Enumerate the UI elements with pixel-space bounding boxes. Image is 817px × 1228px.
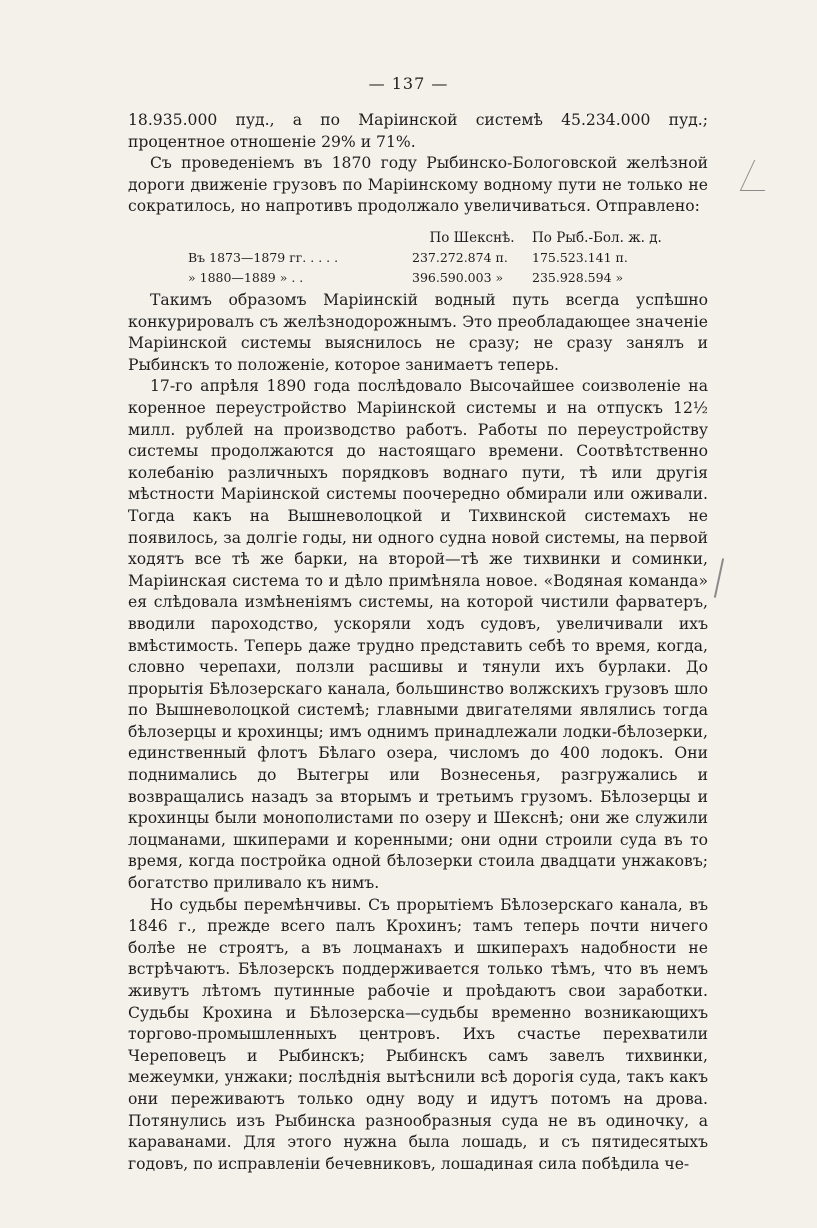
row-railway-value: 235.928.594 » [532, 270, 624, 285]
header-railway: По Рыб.-Бол. ж. д. [532, 230, 662, 246]
row-sheksna-value: 396.590.003 » [412, 270, 504, 285]
pencil-margin-mark [714, 558, 724, 598]
freight-table [188, 228, 662, 288]
paragraph-fortunes: Но судьбы перемѣнчивы. Съ прорытіемъ Бѣлозерскаго канала, въ 1846 г., прежде всего палъ Крохинъ; тамъ теперь почти ничего болѣе не строятъ, а въ лоцманахъ и шкиперахъ надобности не встрѣчаютъ. Бѣлозерскъ поддерживается только тѣмъ, что въ немъ живутъ лѣтомъ путинные рабочіе и проѣдаютъ свои заработки. Судьбы Крохина и Бѣлозерска—судьбы временно возникающихъ торгово-промышленныхъ центровъ. Ихъ счастье перехватили Череповецъ и Рыбинскъ; Рыбинскъ самъ завелъ тихвинки, межеумки, унжаки; послѣднія вытѣснили всѣ дорогія суда, такъ какъ они переживаютъ только одну воду и идутъ потомъ на дрова. Потянулись изъ Рыбинска разнообразныя суда не въ одиночку, а караванами. Для этого нужна была лошадь, и съ пятидесятыхъ годовъ, по исправленіи бечевниковъ, лошадиная сила побѣдила че- [128, 895, 708, 1173]
main-text [128, 290, 708, 1175]
row-period: Въ 1873—1879 гг. . . . . [188, 250, 339, 265]
paragraph-competition: Такимъ образомъ Маріинскій водный путь всегда успѣшно конкурировалъ съ желѣзнодорожнымъ. Это преобладающее значеніе Маріинской системы выяснилось не сразу; не сразу занялъ и Рыбинскъ то положеніе, которое занимаетъ теперь. [128, 291, 708, 374]
table-row [188, 268, 662, 288]
paragraph-railway: Съ проведеніемъ въ 1870 году Рыбинско-Бологовской желѣзной дороги движеніе грузовъ по Маріинскому водному пути не только не сократилось, но напротивъ продолжало увеличиваться. Отправлено: [128, 154, 708, 216]
paragraph-continuation: 18.935.000 пуд., а по Маріинской системѣ 45.234.000 пуд.; процентное отношеніе 29% и 71%. [128, 111, 708, 151]
table-row [188, 248, 662, 268]
page-number: — 137 — [368, 74, 449, 93]
row-railway-value: 175.523.141 п. [532, 250, 628, 265]
paragraph-reconstruction: 17-го апрѣля 1890 года послѣдовало Высочайшее соизволеніе на коренное переустройство Маріинской системы и на отпускъ 12½ милл. рублей на производство работъ. Работы по переустройству системы продолжаются до настоящаго времени. Соотвѣтственно колебанію различныхъ порядковъ воднаго пути, тѣ или другія мѣстности Маріинской системы поочередно обмирали или оживали. Тогда какъ на Вышневолоцкой и Тихвинской системахъ не появилось, за долгіе годы, ни одного судна новой системы, на первой ходятъ все тѣ же барки, на второй—тѣ же тихвинки и соминки, Маріинская система то и дѣло примѣняла новое. «Водяная команда» ея слѣдовала измѣненіямъ системы, на которой чистили фарватеръ, вводили пароходство, ускоряли ходъ судовъ, увеличивали ихъ вмѣстимость. Теперь даже трудно представить себѣ то время, когда, словно черепахи, ползли расшивы и тянули ихъ бурлаки. До прорытія Бѣлозерскаго канала, большинство волжскихъ грузовъ шло по Вышневолоцкой системѣ; главными двигателями являлись тогда бѣлозерцы и крохинцы; имъ однимъ принадлежали лодки-бѣлозерки, единственный флотъ Бѣлаго озера, числомъ до 400 лодокъ. Они поднимались до Вытегры или Вознесенья, разгружались и возвращались назадъ за вторымъ и третьимъ грузомъ. Бѣлозерцы и крохинцы были монополистами по озеру и Шекснѣ; они же служили лоцманами, шкиперами и коренными; они одни строили суда въ то время, когда постройка одной бѣлозерки стоила двадцати унжаковъ; богатство приливало къ нимъ. [128, 377, 708, 893]
pencil-check-mark [740, 160, 779, 191]
header-period [188, 228, 412, 248]
row-sheksna-value: 237.272.874 п. [412, 250, 508, 265]
header-sheksna: По Шекснѣ. [429, 230, 515, 246]
row-period: » 1880—1889 » . . [188, 270, 304, 285]
opening-text [128, 110, 708, 218]
freight-table-header [188, 228, 662, 248]
